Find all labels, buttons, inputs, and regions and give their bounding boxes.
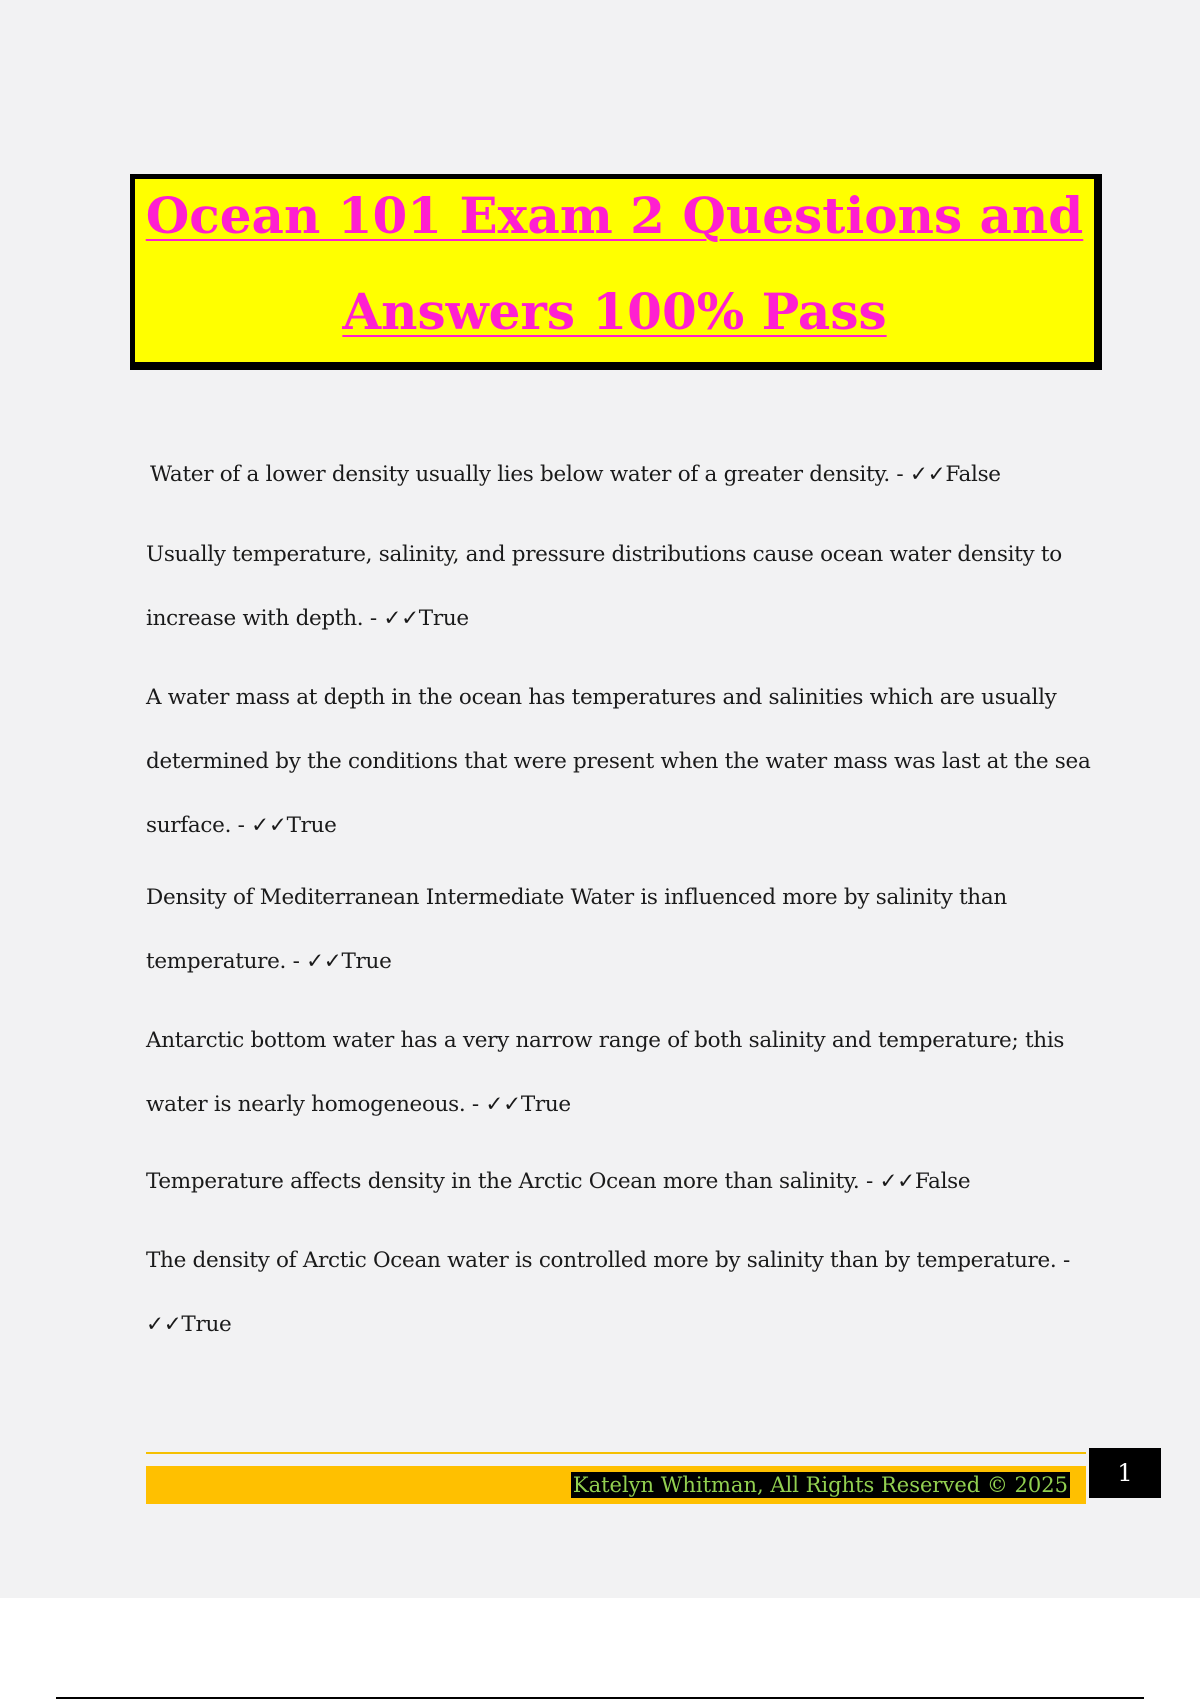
footer-rule (146, 1452, 1086, 1454)
page-divider (56, 1697, 1144, 1699)
copyright-text: Katelyn Whitman, All Rights Reserved © 2025 (572, 1473, 1068, 1497)
title-line-1: Ocean 101 Exam 2 Questions and (145, 186, 1084, 245)
page-number: 1 (1089, 1448, 1161, 1498)
title-box (130, 174, 1102, 370)
title-line-2: Answers 100% Pass (342, 282, 887, 341)
qa-item-1: Water of a lower density usually lies below water of a greater density. - ✓✓False (150, 462, 1001, 487)
qa-item-4: Density of Mediterranean Intermediate Water is influenced more by salinity than temperature. - ✓✓True (146, 885, 1007, 974)
qa-item-3: A water mass at depth in the ocean has temperatures and salinities which are usually determined by the conditions that were present when the water mass was last at the sea surface. - ✓✓True (146, 685, 1091, 838)
footer-bar (146, 1466, 1086, 1504)
qa-item-5: Antarctic bottom water has a very narrow range of both salinity and temperature; this water is nearly homogeneous. - ✓✓True (146, 1028, 1065, 1117)
qa-item-7: The density of Arctic Ocean water is controlled more by salinity than by temperature. - ✓✓True (146, 1248, 1070, 1337)
qa-item-2: Usually temperature, salinity, and pressure distributions cause ocean water density to increase with depth. - ✓✓True (146, 542, 1062, 631)
qa-item-6: Temperature affects density in the Arctic Ocean more than salinity. - ✓✓False (146, 1169, 971, 1194)
